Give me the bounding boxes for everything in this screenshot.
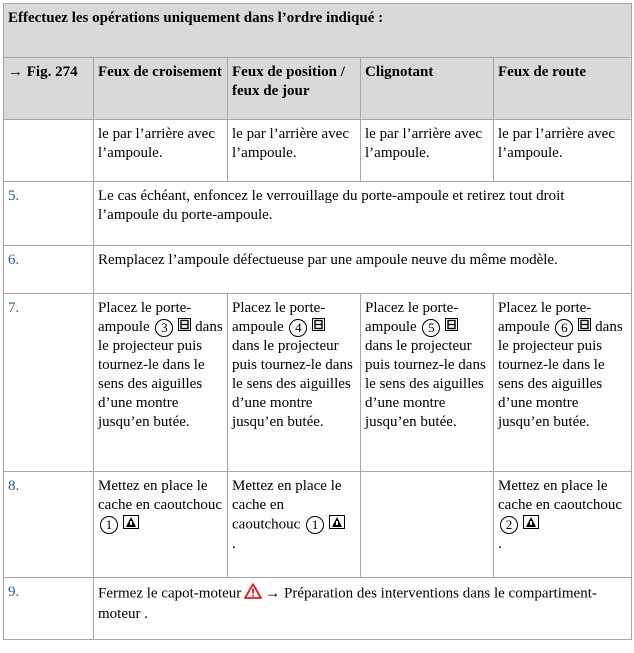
step-8-cell-2 (228, 472, 361, 578)
step-7-cell-2 (228, 294, 361, 472)
book-icon (178, 318, 191, 337)
header-feux-route: Feux de route (494, 58, 632, 120)
step-number: 7. (4, 294, 94, 472)
warning-illustration-icon (123, 515, 139, 535)
reference-circle: 1 (100, 516, 118, 534)
cell-cont-3: le par l’arrière avec l’ampoule. (361, 120, 494, 182)
trailing-period: . (144, 606, 148, 622)
reference-circle: 5 (422, 319, 440, 337)
reference-circle: 2 (500, 516, 518, 534)
table-row-continued (4, 120, 632, 182)
step-text: Le cas échéant, enfoncez le verrouillage du porte-ampoule et retirez tout droit l’ampoule du porte-ampoule. (94, 182, 632, 246)
step-number: 8. (4, 472, 94, 578)
procedure-table (3, 3, 632, 640)
table-header-row (4, 58, 632, 120)
step-8-lead: Mettez en place le cache en caoutchouc (232, 478, 342, 533)
step-7-lead: Placez le porte-ampoule (98, 300, 192, 335)
figure-reference: → Fig. 274 (4, 58, 94, 120)
table-row-step-5 (4, 182, 632, 246)
trailing-period: . (232, 536, 236, 552)
cell-cont-2: le par l’arrière avec l’ampoule. (228, 120, 361, 182)
step-number: 6. (4, 246, 94, 294)
reference-circle: 1 (306, 516, 324, 534)
cell-cont-1: le par l’arrière avec l’ampoule. (94, 120, 228, 182)
table-row-step-8 (4, 472, 632, 578)
step-7-lead: Placez le porte-ampoule (498, 300, 592, 335)
step-7-tail: dans le projecteur puis tournez-le dans le sens des aiguilles d’une montre jusqu’en butée. (365, 338, 486, 431)
step-7-tail: dans le projecteur puis tournez-le dans le sens des aiguilles d’une montre jusqu’en butée. (98, 319, 223, 431)
book-icon (445, 318, 458, 337)
header-clignotant: Clignotant (361, 58, 494, 120)
step-7-lead: Placez le porte-ampoule (365, 300, 459, 335)
trailing-period: . (498, 536, 502, 552)
table-row-step-9 (4, 578, 632, 640)
step-7-cell-3 (361, 294, 494, 472)
warning-illustration-icon (329, 515, 345, 535)
reference-circle: 6 (555, 319, 573, 337)
step-number-empty (4, 120, 94, 182)
step-8-lead: Mettez en place le cache en caoutchouc (498, 478, 623, 513)
book-icon (578, 318, 591, 337)
step-7-lead: Placez le porte-ampoule (232, 300, 326, 335)
step-7-tail: dans le projecteur puis tournez-le dans le sens des aiguilles d’une montre jusqu’en butée. (232, 338, 353, 431)
cross-reference-link[interactable]: → Préparation des interventions dans le compartiment-moteur (98, 585, 597, 622)
book-icon (312, 318, 325, 337)
cell-cont-4: le par l’arrière avec l’ampoule. (494, 120, 632, 182)
step-9-part1: Fermez le capot-moteur (98, 585, 242, 602)
table-row-step-6 (4, 246, 632, 294)
header-feux-croisement: Feux de croisement (94, 58, 228, 120)
table-row-step-7 (4, 294, 632, 472)
step-8-cell-1 (94, 472, 228, 578)
step-7-tail: dans le projecteur puis tournez-le dans le sens des aiguilles d’une montre jusqu’en butée. (498, 319, 623, 431)
step-8-lead: Mettez en place le cache en caoutchouc (98, 478, 223, 513)
step-9-text (94, 578, 632, 640)
step-text: Remplacez l’ampoule défectueuse par une ampoule neuve du même modèle. (94, 246, 632, 294)
step-7-cell-4 (494, 294, 632, 472)
table-title: Effectuez les opérations uniquement dans l’ordre indiqué : (4, 4, 632, 58)
table-title-row (4, 4, 632, 58)
step-7-cell-1 (94, 294, 228, 472)
step-number: 9. (4, 578, 94, 640)
reference-circle: 4 (289, 319, 307, 337)
step-number: 5. (4, 182, 94, 246)
step-8-cell-3 (361, 472, 494, 578)
header-feux-position: Feux de position / feux de jour (228, 58, 361, 120)
step-8-cell-4 (494, 472, 632, 578)
warning-icon (244, 583, 262, 605)
warning-illustration-icon (523, 515, 539, 535)
reference-circle: 3 (155, 319, 173, 337)
